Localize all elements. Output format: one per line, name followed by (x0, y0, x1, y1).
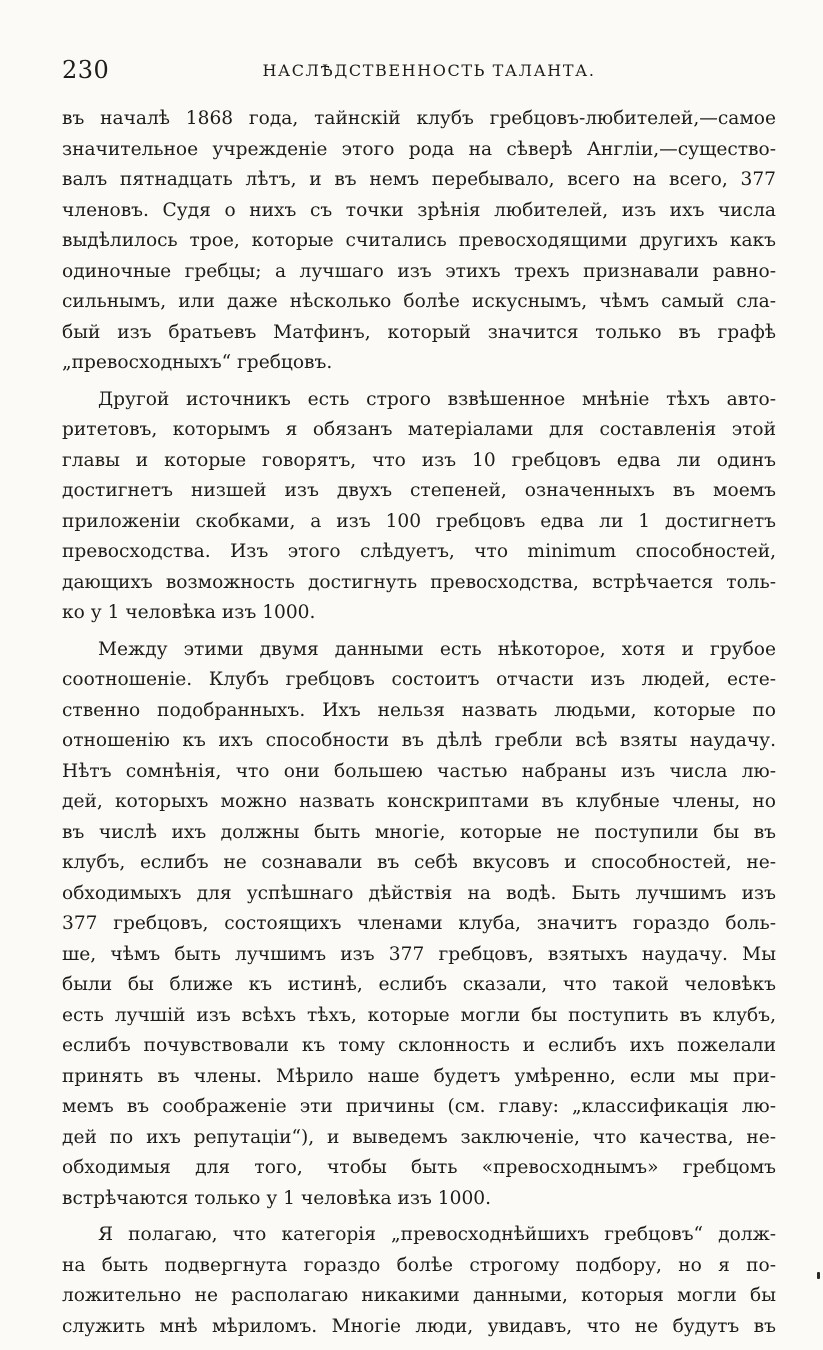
text-line: соотношеніе. Клубъ гребцовъ состоитъ отчасти изъ людей, есте- (62, 669, 776, 690)
running-head (62, 54, 778, 86)
page-number: 230 (62, 56, 110, 84)
body-text (62, 104, 776, 1342)
text-line: значительное учрежденіе этого рода на сѣверѣ Англіи,—существо- (62, 138, 776, 160)
text-line: выдѣлилось трое, которые считались превосходящими другихъ какъ (62, 230, 776, 251)
paragraph (62, 635, 776, 1215)
text-line: Нѣтъ сомнѣнія, что они большею частью набраны изъ числа лю- (62, 760, 776, 782)
text-line: клубъ, еслибъ не сознавали въ себѣ вкусовъ и способностей, не- (62, 852, 776, 873)
text-line: 377 гребцовъ, состоящихъ членами клуба, значитъ гораздо боль- (62, 913, 776, 934)
text-line: принять въ члены. Мѣрило наше будетъ умѣренно, если мы при- (62, 1065, 776, 1087)
text-line: отношенію къ ихъ способности въ дѣлѣ гребли всѣ взяты наудачу. (62, 730, 776, 751)
paragraph (62, 385, 776, 629)
paragraph (62, 1220, 776, 1342)
text-line: главы и которые говорятъ, что изъ 10 гребцовъ едва ли одинъ (62, 449, 776, 471)
running-title: НАСЛѢДСТВЕННОСТЬ ТАЛАНТА. (262, 61, 596, 80)
text-line: обходимыхъ для успѣшнаго дѣйствія на водѣ. Быть лучшимъ изъ (62, 882, 776, 904)
text-line: Я полагаю, что категорія „превосходнѣйшихъ гребцовъ“ долж- (98, 1224, 776, 1245)
text-line: есть лучшій изъ всѣхъ тѣхъ, которые могли бы поступить въ клубъ, (62, 1004, 776, 1026)
ink-speck (817, 1272, 820, 1279)
text-line: Между этими двумя данными есть нѣкоторое, хотя и грубое (98, 638, 776, 660)
text-line: были бы ближе къ истинѣ, еслибъ сказали, что такой человѣкъ (62, 974, 776, 995)
text-line: одиночные гребцы; а лучшаго изъ этихъ трехъ признавали равно- (62, 260, 776, 282)
text-line: валъ пятнадцать лѣтъ, и въ немъ перебывало, всего на всего, 377 (62, 169, 776, 190)
text-line: ко у 1 человѣка изъ 1000. (62, 602, 316, 623)
text-line: въ началѣ 1868 года, тайнскій клубъ гребцовъ-любителей,—самое (62, 108, 776, 129)
text-line: обходимыя для того, чтобы быть «превосходнымъ» гребцомъ (62, 1157, 776, 1178)
text-line: на быть подвергнута гораздо болѣе строгому подбору, но я по- (62, 1254, 776, 1276)
text-line: дей, которыхъ можно назвать конскриптами въ клубные члены, но (62, 791, 776, 812)
text-line: достигнетъ низшей изъ двухъ степеней, означенныхъ въ моемъ (62, 480, 776, 501)
text-line: членовъ. Судя о нихъ съ точки зрѣнія любителей, изъ ихъ числа (62, 199, 776, 221)
text-line: превосходства. Изъ этого слѣдуетъ, что minimum способностей, (62, 541, 776, 562)
text-line: мемъ въ соображеніе эти причины (см. главу: „классификація лю- (62, 1096, 776, 1117)
paragraph (62, 104, 776, 379)
text-line: сильнымъ, или даже нѣсколько болѣе искуснымъ, чѣмъ самый сла- (62, 291, 776, 312)
text-line: ложительно не располагаю никакими данными, которыя могли бы (62, 1285, 776, 1306)
text-line: бый изъ братьевъ Матфинъ, который значится только въ графѣ (62, 321, 776, 343)
text-line: дей по ихъ репутаціи“), и выведемъ заключеніе, что качества, не- (62, 1126, 776, 1148)
text-line: въ числѣ ихъ должны быть многіе, которые не поступили бы въ (62, 821, 776, 843)
text-line: Другой источникъ есть строго взвѣшенное мнѣніе тѣхъ авто- (98, 388, 776, 410)
text-line: приложеніи скобками, а изъ 100 гребцовъ едва ли 1 достигнетъ (62, 510, 776, 532)
text-line: ше, чѣмъ быть лучшимъ изъ 377 гребцовъ, взятыхъ наудачу. Мы (62, 943, 776, 965)
text-line: ритетовъ, которымъ я обязанъ матеріалами для составленія этой (62, 419, 776, 440)
text-line: еслибъ почувствовали къ тому склонность и еслибъ ихъ пожелали (62, 1035, 776, 1056)
text-line: „превосходныхъ“ гребцовъ. (62, 352, 333, 373)
text-line: служить мнѣ мѣриломъ. Многіе люди, увидавъ, что не будутъ въ (62, 1315, 776, 1337)
text-line: встрѣчаются только у 1 человѣка изъ 1000. (62, 1187, 492, 1209)
text-line: ственно подобранныхъ. Ихъ нельзя назвать людьми, которые по (62, 699, 776, 721)
text-line: дающихъ возможность достигнуть превосходства, встрѣчается толь- (62, 571, 776, 593)
